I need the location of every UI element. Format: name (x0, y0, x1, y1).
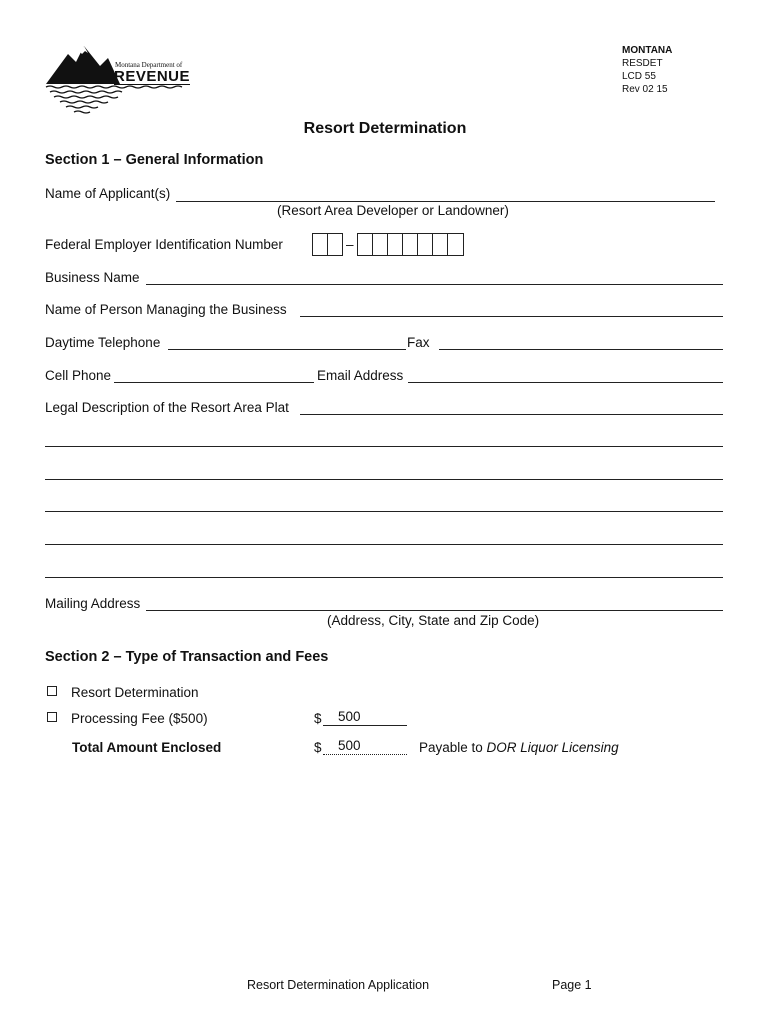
fein-box[interactable] (328, 234, 342, 255)
payable-to-recipient: DOR Liquor Licensing (486, 740, 619, 755)
logo-revenue-text: REVENUE (114, 68, 191, 85)
legal-description-line[interactable] (45, 577, 723, 578)
total-amount-label: Total Amount Enclosed (72, 740, 222, 755)
form-id-state: MONTANA (622, 45, 673, 56)
fax-field[interactable] (439, 349, 723, 350)
business-name-label: Business Name (45, 270, 140, 285)
cell-phone-field[interactable] (114, 382, 314, 383)
legal-description-line[interactable] (45, 544, 723, 545)
cell-phone-label: Cell Phone (45, 368, 112, 383)
email-field[interactable] (408, 382, 723, 383)
fee-amount-value[interactable]: 500 (323, 709, 407, 726)
fein-box[interactable] (403, 234, 418, 255)
resort-determination-checkbox[interactable] (47, 686, 57, 696)
fax-label: Fax (407, 335, 430, 350)
resort-determination-label: Resort Determination (71, 685, 199, 700)
footer-page-number: Page 1 (552, 978, 592, 992)
applicant-hint: (Resort Area Developer or Landowner) (277, 203, 509, 218)
fein-box[interactable] (373, 234, 388, 255)
fein-dash: – (346, 237, 354, 252)
payable-to-prefix: Payable to (419, 740, 487, 755)
legal-description-line[interactable] (45, 511, 723, 512)
fein-box[interactable] (433, 234, 448, 255)
processing-fee-label: Processing Fee ($500) (71, 711, 208, 726)
payable-to-text (419, 740, 619, 755)
form-id-rev: Rev 02 15 (622, 84, 668, 95)
manager-label: Name of Person Managing the Business (45, 302, 287, 317)
daytime-phone-field[interactable] (168, 349, 406, 350)
daytime-phone-label: Daytime Telephone (45, 335, 161, 350)
mailing-address-field[interactable] (146, 610, 723, 611)
applicant-label: Name of Applicant(s) (45, 186, 171, 201)
legal-description-line[interactable] (45, 446, 723, 447)
fein-box[interactable] (358, 234, 373, 255)
email-label: Email Address (317, 368, 404, 383)
form-id-code: RESDET (622, 58, 663, 69)
total-amount-value[interactable]: 500 (323, 738, 407, 755)
processing-fee-checkbox[interactable] (47, 712, 57, 722)
applicant-field[interactable] (176, 201, 715, 202)
fein-box[interactable] (448, 234, 463, 255)
total-currency: $ (314, 740, 322, 755)
section1-heading: Section 1 – General Information (45, 152, 264, 168)
logo-department-text: Montana Department of (115, 61, 183, 69)
form-id-lcd: LCD 55 (622, 71, 656, 82)
fein-suffix-boxes[interactable] (357, 233, 464, 256)
legal-description-field[interactable] (300, 414, 723, 415)
section2-heading: Section 2 – Type of Transaction and Fees (45, 649, 329, 665)
business-name-field[interactable] (146, 284, 723, 285)
mailing-address-hint: (Address, City, State and Zip Code) (327, 613, 540, 628)
dor-logo (44, 44, 191, 116)
fein-prefix-boxes[interactable] (312, 233, 343, 256)
mailing-address-label: Mailing Address (45, 596, 141, 611)
fein-box[interactable] (313, 234, 328, 255)
fee-currency: $ (314, 711, 322, 726)
legal-description-label: Legal Description of the Resort Area Plat (45, 400, 289, 415)
form-id-block (622, 44, 672, 96)
page-title: Resort Determination (303, 120, 467, 137)
fein-box[interactable] (418, 234, 433, 255)
footer-document-name: Resort Determination Application (247, 978, 430, 992)
fein-box[interactable] (388, 234, 403, 255)
legal-description-line[interactable] (45, 479, 723, 480)
fein-label: Federal Employer Identification Number (45, 237, 283, 252)
manager-field[interactable] (300, 316, 723, 317)
